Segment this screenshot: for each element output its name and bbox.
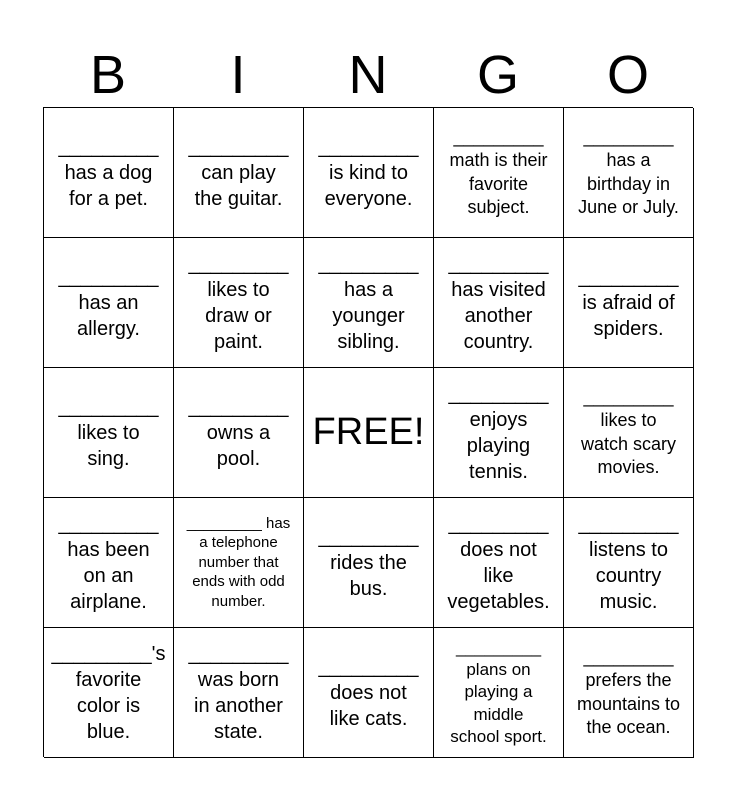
cell-text: _________ has a dog for a pet. [58,135,159,210]
bingo-cell[interactable] [304,108,434,238]
cell-text: _________ plans on playing a middle school sport. [450,638,547,746]
header-letter-g: G [476,45,519,105]
cell-text: _________ rides the bus. [318,525,419,600]
bingo-cell[interactable] [174,498,304,628]
bingo-cell[interactable] [564,108,694,238]
bingo-cell[interactable] [174,628,304,758]
header-letter-o: O [606,45,649,105]
cell-text: _________ does not like cats. [318,655,419,730]
bingo-cell[interactable] [564,628,694,758]
bingo-cell[interactable] [434,238,564,368]
cell-text: _________'s favorite color is blue. [51,642,166,743]
bingo-cell[interactable] [304,628,434,758]
bingo-cell[interactable] [564,498,694,628]
bingo-cell[interactable] [304,498,434,628]
cell-text: _________ does not like vegetables. [447,512,550,613]
cell-text: _________ math is their favorite subject. [449,126,548,217]
bingo-cell[interactable] [44,498,174,628]
bingo-cell[interactable] [44,238,174,368]
free-space[interactable] [304,368,434,498]
cell-text: _________ is kind to everyone. [318,135,419,210]
bingo-cell[interactable] [434,628,564,758]
header-letter-b: B [89,45,127,105]
free-space-label: FREE! [312,410,425,453]
cell-text: _________ is afraid of spiders. [578,265,679,340]
bingo-grid [43,107,693,757]
cell-text: _________ was born in another state. [188,642,289,743]
header-letter-i: I [230,45,246,105]
cell-text: _________ owns a pool. [188,395,289,470]
bingo-cell[interactable] [564,238,694,368]
cell-text: _________ prefers the mountains to the ocean. [576,646,681,737]
bingo-cell[interactable] [44,108,174,238]
cell-text: _________ has been on an airplane. [58,512,159,613]
cell-text: _________ has a birthday in June or July. [578,126,679,217]
bingo-cell[interactable] [174,108,304,238]
cell-text: _________ likes to watch scary movies. [580,386,677,477]
bingo-cell[interactable] [174,238,304,368]
cell-text: _________ enjoys playing tennis. [448,382,549,483]
bingo-cell[interactable] [174,368,304,498]
header-letter-n: N [348,45,388,105]
cell-text: _________ has visited another country. [448,252,549,353]
bingo-cell[interactable] [434,108,564,238]
cell-text: _________ listens to country music. [578,512,679,613]
bingo-cell[interactable] [434,498,564,628]
bingo-cell[interactable] [564,368,694,498]
cell-text: _________ likes to draw or paint. [188,252,289,353]
bingo-cell[interactable] [304,238,434,368]
bingo-header [43,46,693,104]
bingo-cell[interactable] [44,628,174,758]
cell-text: _________ has a telephone number that ends with odd number. [186,514,291,610]
bingo-cell[interactable] [434,368,564,498]
bingo-cell[interactable] [44,368,174,498]
cell-text: _________ can play the guitar. [188,135,289,210]
cell-text: _________ has an allergy. [58,265,159,340]
cell-text: _________ has a younger sibling. [318,252,419,353]
cell-text: _________ likes to sing. [58,395,159,470]
